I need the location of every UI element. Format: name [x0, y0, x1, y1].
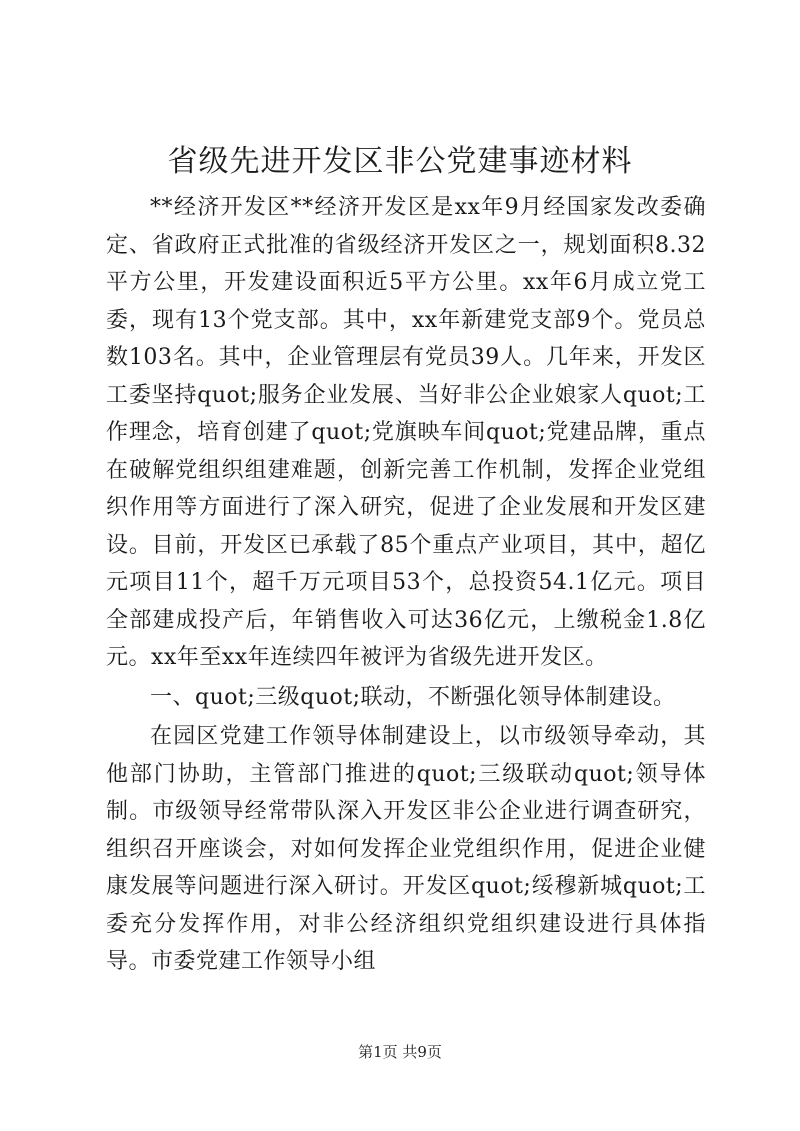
document-body	[106, 189, 706, 981]
paragraph-section-heading: 一、quot;三级quot;联动，不断强化领导体制建设。	[150, 684, 676, 710]
page-footer: 第1页 共9页	[358, 1043, 442, 1061]
document-title: 省级先进开发区非公党建事迹材料	[167, 144, 633, 179]
paragraph-intro: **经济开发区**经济开发区是xx年9月经国家发改委确定、省政府正式批准的省级经济开发区之一，规划面积8.32平方公里，开发建设面积近5平方公里。xx年6月成立党工委，现有13个党支部。其中，xx年新建党支部9个。党员总数103名。其中，企业管理层有党员39人。几年来，开发区工委坚持quot;服务企业发展、当好非公企业娘家人quot;工作理念，培育创建了quot;党旗映车间quot;党建品牌，重点在破解党组织组建难题，创新完善工作机制，发挥企业党组织作用等方面进行了深入研究，促进了企业发展和开发区建设。目前，开发区已承载了85个重点产业项目，其中，超亿元项目11个，超千万元项目53个，总投资54.1亿元。项目全部建成投产后，年销售收入可达36亿元，上缴税金1.8亿元。xx年至xx年连续四年被评为省级先进开发区。	[106, 195, 706, 670]
paragraph-leadership-system: 在园区党建工作领导体制建设上，以市级领导牵动，其他部门协助，主管部门推进的quot;三级联动quot;领导体制。市级领导经常带队深入开发区非公企业进行调查研究，组织召开座谈会，对如何发挥企业党组织作用，促进企业健康发展等问题进行深入研讨。开发区quot;绥穆新城quot;工委充分发挥作用，对非公经济组织党组织建设进行具体指导。市委党建工作领导小组	[106, 724, 706, 974]
